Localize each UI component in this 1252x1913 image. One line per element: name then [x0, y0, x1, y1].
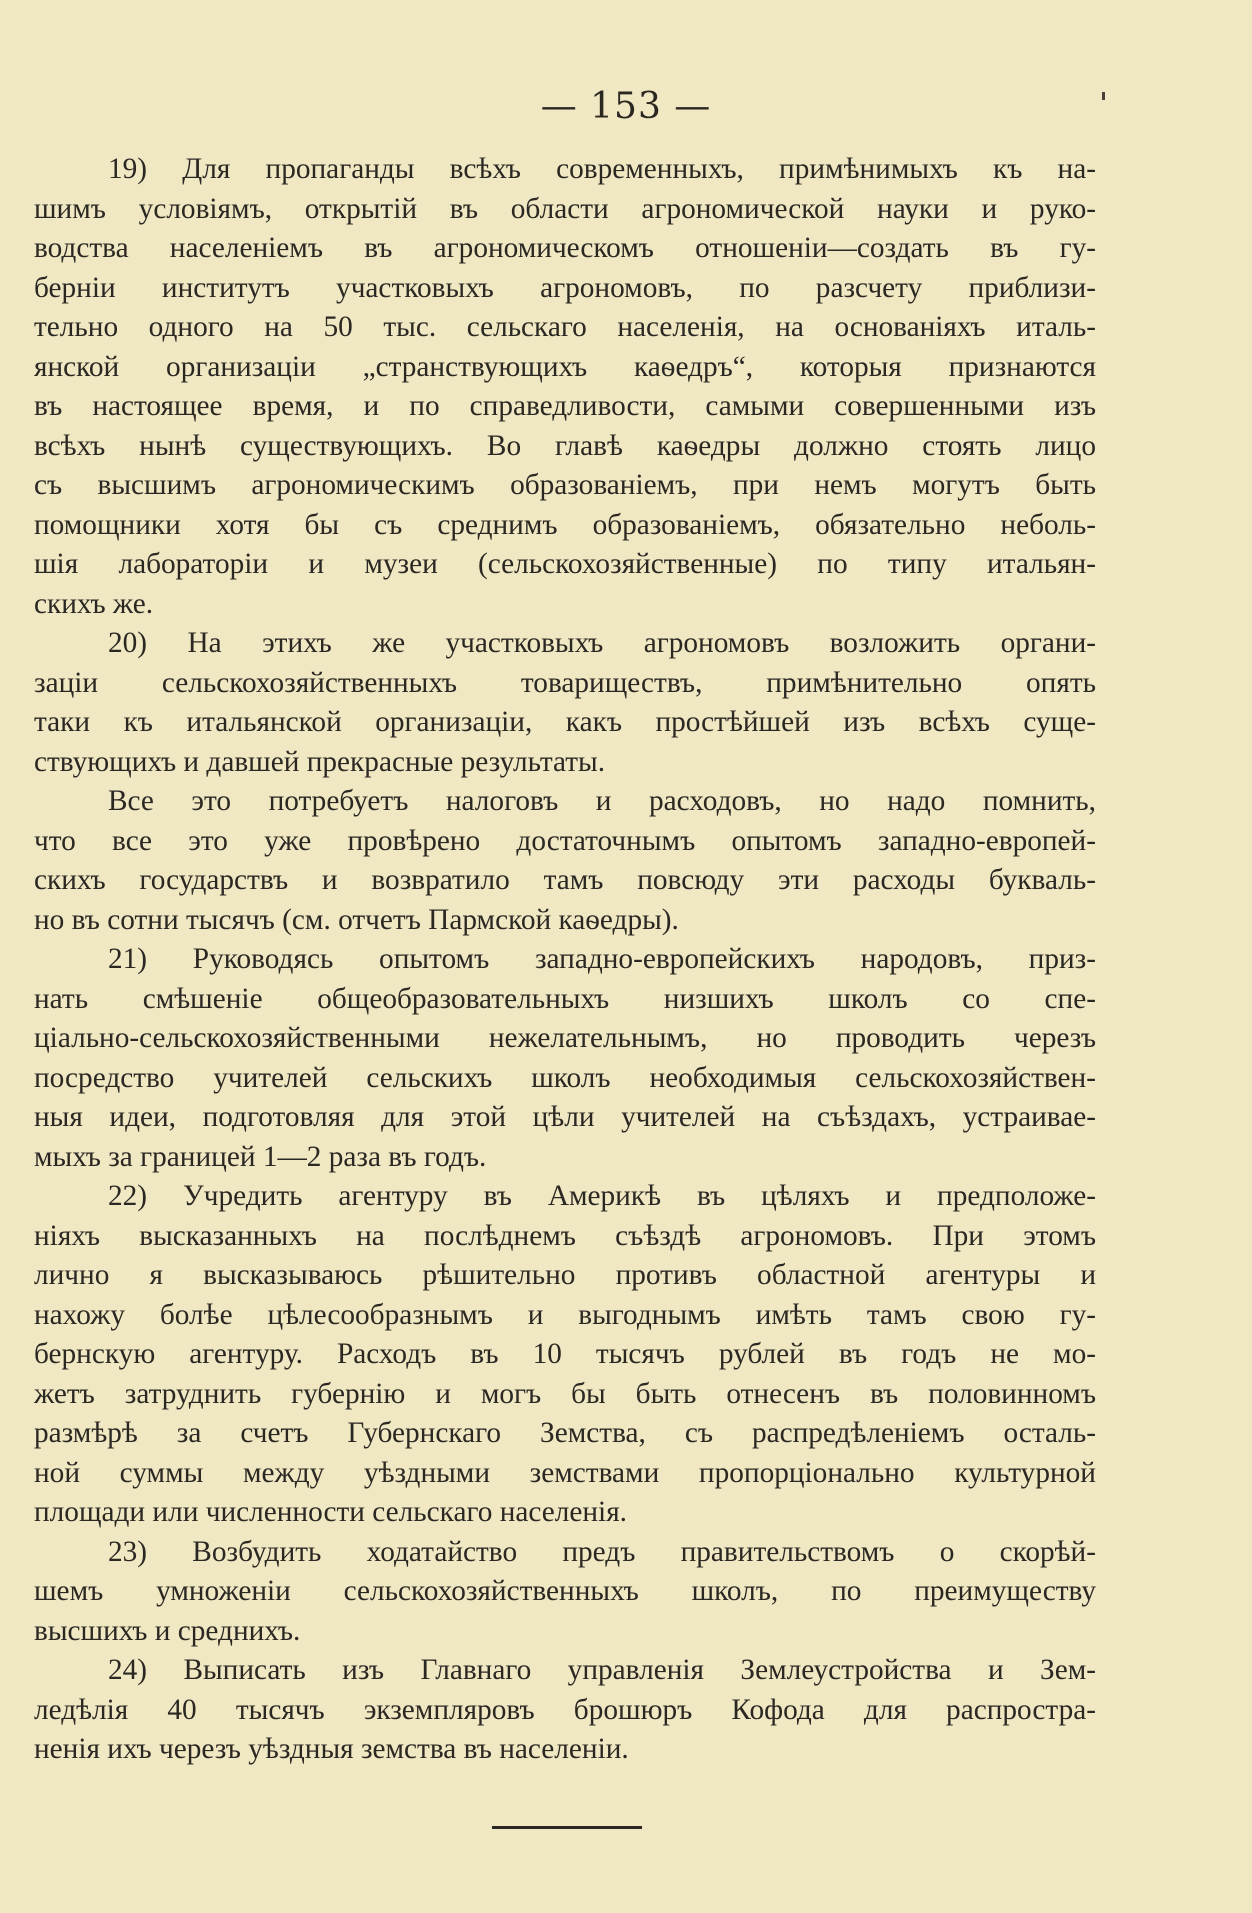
text-line: высшихъ и среднихъ.: [34, 1614, 301, 1647]
text-line: 19) Для пропаганды всѣхъ современныхъ, примѣнимыхъ къ на-: [108, 153, 1096, 185]
paragraph: [34, 150, 1096, 624]
text-line: нахожу болѣе цѣлесообразнымъ и выгоднымъ имѣть тамъ свою гу-: [34, 1298, 1096, 1331]
paragraph: [34, 1177, 1096, 1533]
text-line: помощники хотя бы съ среднимъ образованiемъ, обязательно неболь-: [34, 508, 1096, 541]
text-line: ной суммы между уѣздными земствами пропорцiонально культурной: [34, 1456, 1096, 1489]
text-line: въ настоящее время, и по справедливости, самыми совершенными изъ: [34, 390, 1096, 422]
text-line: ствующихъ и давшей прекрасные результаты.: [34, 745, 606, 778]
paragraph: [34, 624, 1096, 782]
text-line: цiально-сельскохозяйственными нежелательнымъ, но проводить черезъ: [34, 1022, 1096, 1054]
text-line: ненiя ихъ черезъ уѣздныя земства въ населенiи.: [34, 1733, 629, 1765]
text-line: нать смѣшенiе общеобразовательныхъ низшихъ школъ со спе-: [34, 982, 1096, 1015]
text-line: мыхъ за границей 1—2 раза въ годъ.: [34, 1140, 487, 1173]
text-line: 21) Руководясь опытомъ западно-европейскихъ народовъ, приз-: [108, 943, 1096, 975]
paragraph: [34, 940, 1096, 1177]
text-line: что все это уже провѣрено достаточнымъ опытомъ западно-европей-: [34, 824, 1096, 857]
text-line: шемъ умноженiи сельскохозяйственныхъ школъ, по преимуществу: [34, 1575, 1096, 1607]
text-line: ледѣлiя 40 тысячъ экземпляровъ брошюръ Кофода для распростра-: [34, 1693, 1096, 1726]
text-line: размѣрѣ за счетъ Губернскаго Земства, съ распредѣленiемъ осталь-: [34, 1417, 1096, 1449]
text-line: 23) Возбудить ходатайство предъ правительствомъ о скорѣй-: [108, 1535, 1096, 1568]
text-line: водства населенiемъ въ агрономическомъ отношенiи—создать въ гу-: [34, 232, 1096, 264]
text-line: тельно одного на 50 тыс. сельскаго населенiя, на основанiяхъ италь-: [34, 311, 1096, 343]
text-line: шимъ условiямъ, открытiй въ области агрономической науки и руко-: [34, 192, 1096, 225]
text-line: Все это потребуетъ налоговъ и расходовъ, но надо помнить,: [108, 785, 1096, 817]
text-line: бернскую агентуру. Расходъ въ 10 тысячъ рублей въ годъ не мо-: [34, 1338, 1096, 1370]
paragraph: [34, 1651, 1096, 1770]
text-line: янской организацiи „странствующихъ каѳедръ“, которыя признаются: [34, 350, 1096, 383]
end-rule: [492, 1826, 642, 1829]
paragraph: [34, 782, 1096, 940]
text-line: лично я высказываюсь рѣшительно противъ областной агентуры и: [34, 1259, 1096, 1291]
text-line: 20) На этихъ же участковыхъ агрономовъ возложить органи-: [108, 627, 1096, 659]
text-line: скихъ же.: [34, 587, 154, 620]
page-number: — 153 —: [540, 86, 712, 127]
text-line: 22) Учредить агентуру въ Америкѣ въ цѣляхъ и предположе-: [108, 1180, 1096, 1212]
text-line: шiя лабораторiи и музеи (сельскохозяйственные) по типу итальян-: [34, 548, 1096, 580]
text-line: бернiи институтъ участковыхъ агрономовъ, по разсчету приблизи-: [34, 271, 1096, 304]
body-text: [34, 150, 1096, 1770]
text-line: посредство учителей сельскихъ школъ необходимыя сельскохозяйствен-: [34, 1061, 1096, 1094]
text-line: 24) Выписать изъ Главнаго управленiя Землеустройства и Зем-: [108, 1654, 1096, 1686]
text-line: всѣхъ нынѣ существующихъ. Во главѣ каѳедры должно стоять лицо: [34, 429, 1096, 462]
text-line: площади или численности сельскаго населенiя.: [34, 1496, 627, 1528]
text-line: нiяхъ высказанныхъ на послѣднемъ съѣздѣ агрономовъ. При этомъ: [34, 1219, 1096, 1252]
text-line: ныя идеи, подготовляя для этой цѣли учителей на съѣздахъ, устраивае-: [34, 1101, 1096, 1133]
text-line: зацiи сельскохозяйственныхъ товариществъ, примѣнительно опять: [34, 666, 1096, 699]
text-line: таки къ итальянской организацiи, какъ простѣйшей изъ всѣхъ суще-: [34, 706, 1096, 738]
text-line: но въ сотни тысячъ (см. отчетъ Пармской каѳедры).: [34, 903, 679, 936]
text-line: съ высшимъ агрономическимъ образованiемъ, при немъ могутъ быть: [34, 469, 1096, 501]
text-line: жетъ затруднить губернiю и могъ бы быть отнесенъ въ половинномъ: [34, 1377, 1096, 1410]
paragraph: [34, 1533, 1096, 1652]
text-line: скихъ государствъ и возвратило тамъ повсюду эти расходы букваль-: [34, 864, 1096, 896]
